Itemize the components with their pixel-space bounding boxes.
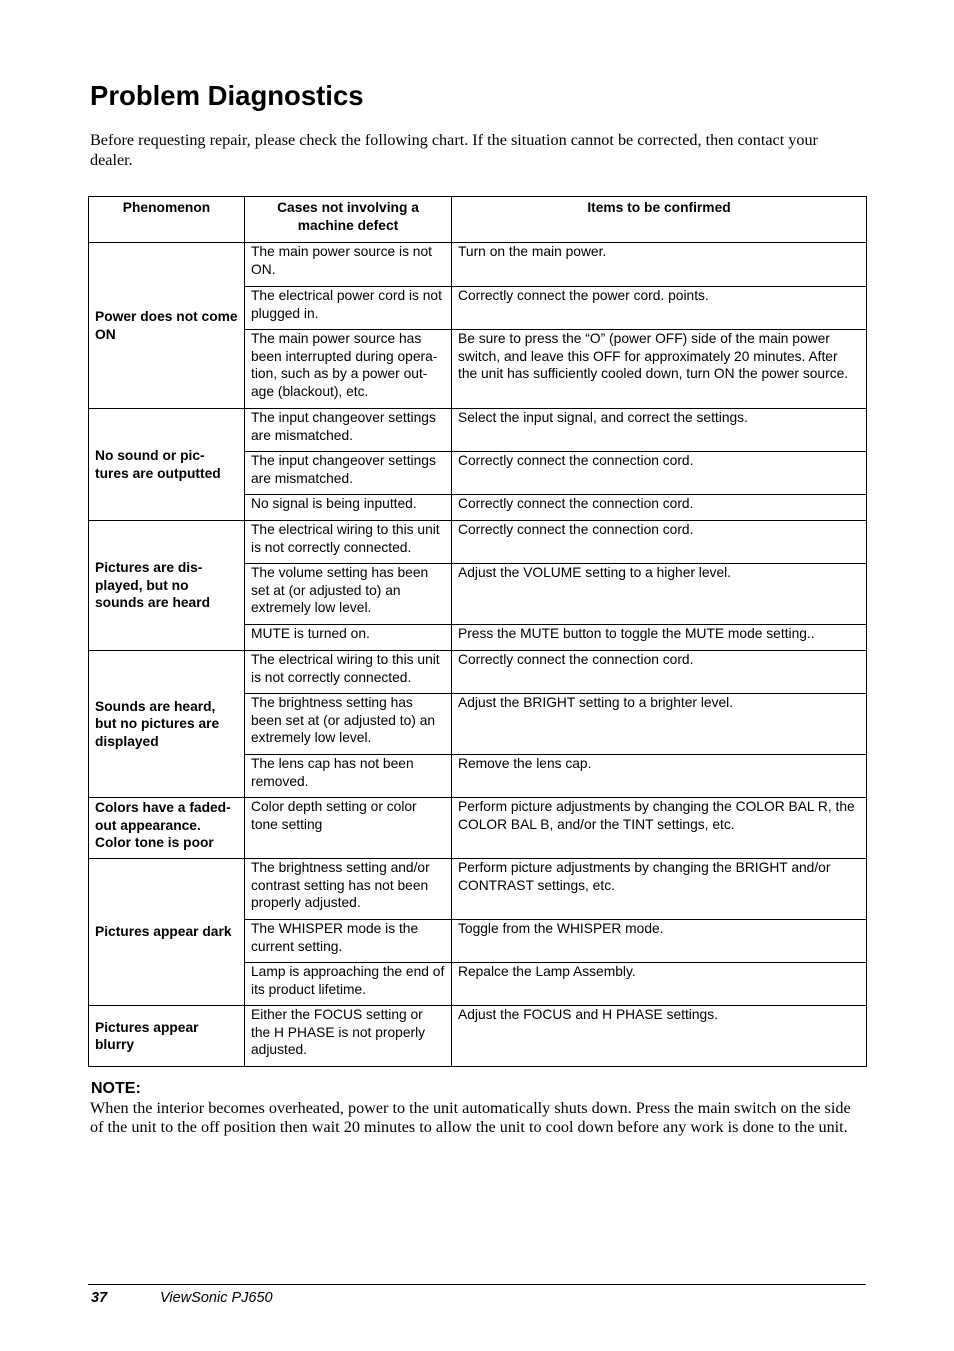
case-cell: The brightness setting has been set at (or adjusted to) an extremely low level. <box>245 694 452 755</box>
case-cell: The lens cap has not been removed. <box>245 755 452 798</box>
note-body: When the interior becomes overheated, power to the unit automatically shuts down. Press the main switch on the side of the unit to the off position then wait 20 minutes to allow the unit to cool down before any work is done to the unit. <box>90 1099 851 1137</box>
header-items: Items to be confirmed <box>452 197 867 243</box>
phenomenon-cell: Colors have a faded-out appearance. Color tone is poor <box>89 798 245 859</box>
phenomenon-cell: No sound or pic-tures are outputted <box>89 409 245 521</box>
item-cell: Correctly connect the connection cord. <box>452 651 867 694</box>
item-cell: Correctly connect the connection cord. <box>452 495 867 521</box>
case-cell: Either the FOCUS setting or the H PHASE is not properly adjusted. <box>245 1006 452 1067</box>
table-row <box>89 409 867 452</box>
item-cell: Adjust the BRIGHT setting to a brighter level. <box>452 694 867 755</box>
case-cell: The volume setting has been set at (or adjusted to) an extremely low level. <box>245 564 452 625</box>
item-cell: Perform picture adjustments by changing the BRIGHT and/or CONTRAST settings, etc. <box>452 859 867 920</box>
case-cell: The WHISPER mode is the current setting. <box>245 920 452 963</box>
header-phenomenon: Phenomenon <box>89 197 245 243</box>
table-row <box>89 651 867 694</box>
note-heading: NOTE: <box>91 1080 141 1097</box>
page-title: Problem Diagnostics <box>90 80 364 111</box>
case-cell: MUTE is turned on. <box>245 625 452 651</box>
case-cell: The electrical power cord is not plugged in. <box>245 287 452 330</box>
table-row <box>89 521 867 564</box>
table-header-row <box>89 197 867 243</box>
table-body <box>89 243 867 1067</box>
footer-brand: ViewSonic PJ650 <box>160 1290 273 1306</box>
item-cell: Toggle from the WHISPER mode. <box>452 920 867 963</box>
table-row <box>89 243 867 287</box>
case-cell: The input changeover settings are mismatched. <box>245 409 452 452</box>
item-cell: Correctly connect the connection cord. <box>452 521 867 564</box>
case-cell: The electrical wiring to this unit is not correctly connected. <box>245 521 452 564</box>
header-cases: Cases not involving a machine defect <box>245 197 452 243</box>
item-cell: Press the MUTE button to toggle the MUTE mode setting.. <box>452 625 867 651</box>
phenomenon-cell: Pictures are dis-played, but no sounds are heard <box>89 521 245 651</box>
page-number: 37 <box>91 1290 108 1306</box>
item-cell: Repalce the Lamp Assembly. <box>452 963 867 1006</box>
case-cell: The main power source is not ON. <box>245 243 452 287</box>
case-cell: The electrical wiring to this unit is not correctly connected. <box>245 651 452 694</box>
footer-rule <box>88 1284 866 1285</box>
intro-paragraph: Before requesting repair, please check the following chart. If the situation cannot be corrected, then contact your dealer. <box>90 131 818 169</box>
case-cell: The input changeover settings are mismatched. <box>245 452 452 495</box>
case-cell: Color depth setting or color tone setting <box>245 798 452 859</box>
diagnostics-table <box>88 196 867 1067</box>
case-cell: The brightness setting and/or contrast setting has not been properly adjusted. <box>245 859 452 920</box>
item-cell: Adjust the VOLUME setting to a higher level. <box>452 564 867 625</box>
case-cell: No signal is being inputted. <box>245 495 452 521</box>
table-row <box>89 859 867 920</box>
item-cell: Perform picture adjustments by changing the COLOR BAL R, the COLOR BAL B, and/or the TINT settings, etc. <box>452 798 867 859</box>
phenomenon-cell: Sounds are heard, but no pictures are displayed <box>89 651 245 798</box>
item-cell: Turn on the main power. <box>452 243 867 287</box>
item-cell: Adjust the FOCUS and H PHASE settings. <box>452 1006 867 1067</box>
case-cell: The main power source has been interrupted during opera-tion, such as by a power out-age (blackout), etc. <box>245 330 452 409</box>
phenomenon-cell: Pictures appear dark <box>89 859 245 1006</box>
phenomenon-cell: Power does not come ON <box>89 243 245 409</box>
item-cell: Select the input signal, and correct the settings. <box>452 409 867 452</box>
table-row <box>89 798 867 859</box>
item-cell: Be sure to press the “O” (power OFF) side of the main power switch, and leave this OFF for approximately 20 minutes. After the unit has sufficiently cooled down, turn ON the power source. <box>452 330 867 409</box>
item-cell: Remove the lens cap. <box>452 755 867 798</box>
item-cell: Correctly connect the connection cord. <box>452 452 867 495</box>
item-cell: Correctly connect the power cord. points. <box>452 287 867 330</box>
table-row <box>89 1006 867 1067</box>
case-cell: Lamp is approaching the end of its product lifetime. <box>245 963 452 1006</box>
phenomenon-cell: Pictures appear blurry <box>89 1006 245 1067</box>
